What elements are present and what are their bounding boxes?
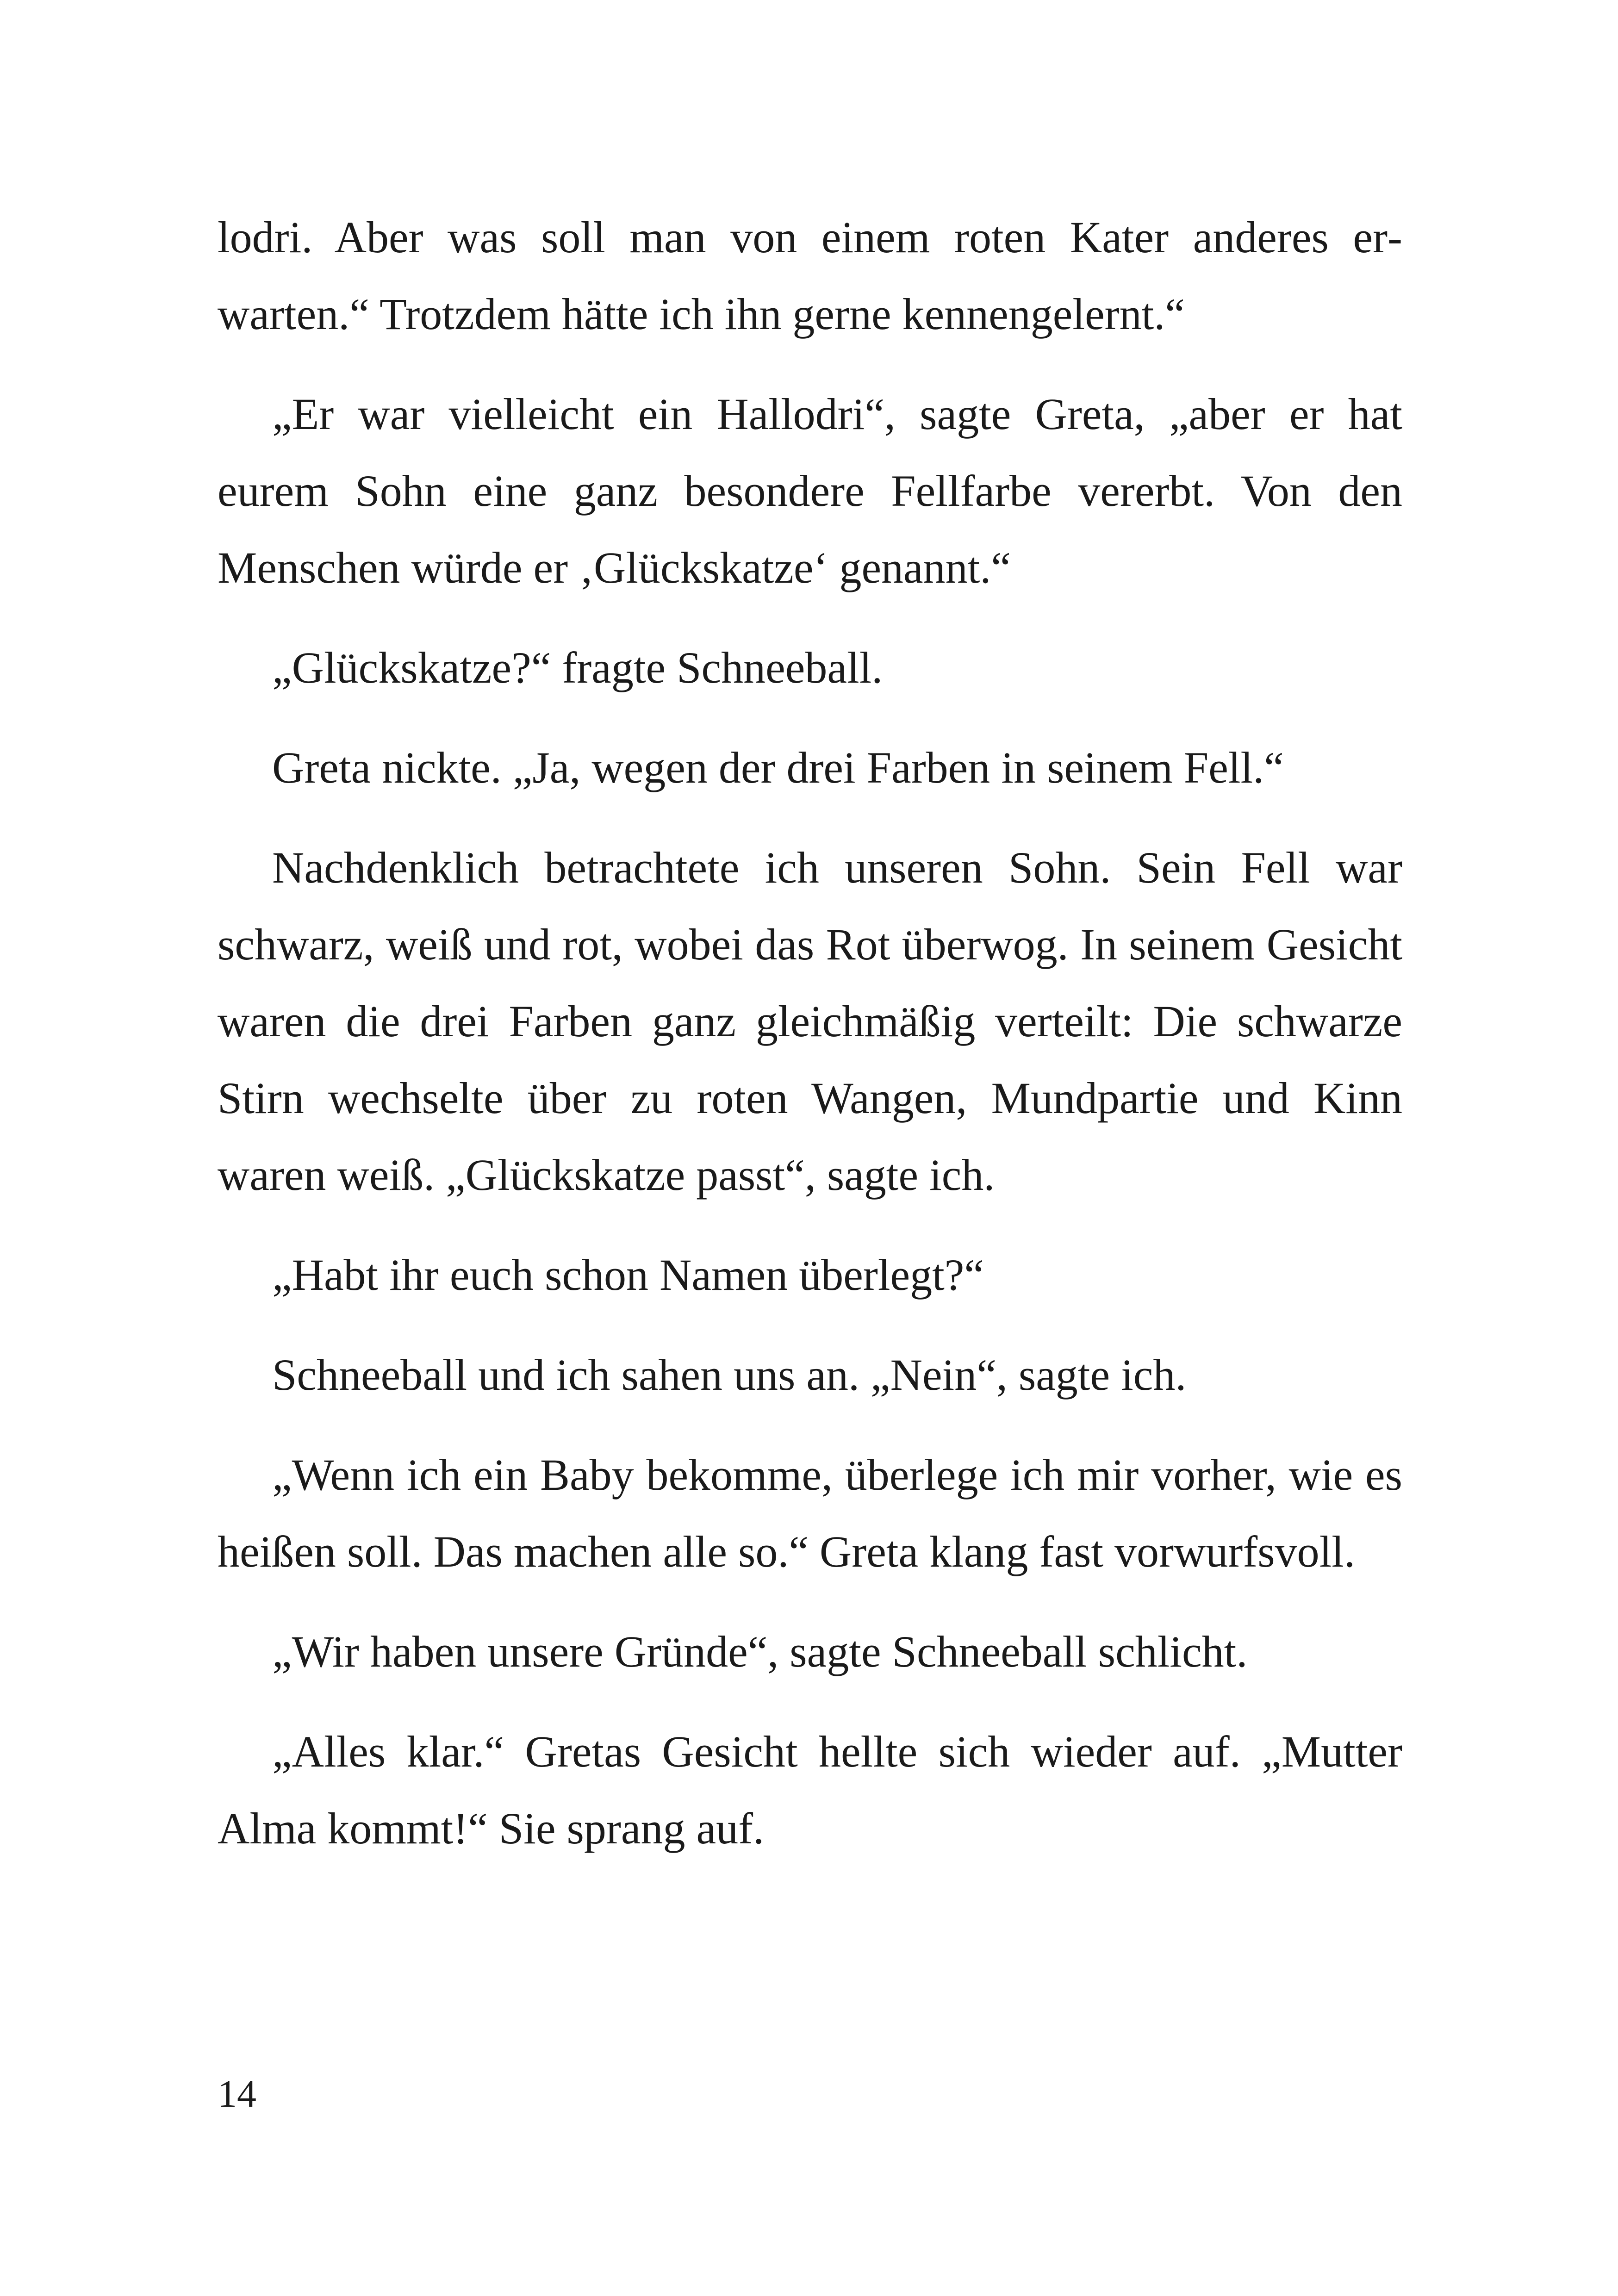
paragraph: Greta nickte. „Ja, wegen der drei Farben in seinem Fell.“ <box>272 743 1284 792</box>
page-body <box>218 199 1402 2097</box>
paragraph: „Glückskatze?“ fragte Schneeball. <box>272 643 883 692</box>
paragraph: „Alles klar.“ Gretas Gesicht hellte sich wieder auf. „Mutter Alma kommt!“ Sie sprang auf. <box>218 1727 1402 1853</box>
paragraph: „Habt ihr euch schon Namen überlegt?“ <box>272 1250 984 1300</box>
paragraph: „Wenn ich ein Baby bekomme, überlege ich mir vorher, wie es heißen soll. Das machen alle so.“ Greta klang fast vorwurfsvoll. <box>218 1450 1402 1576</box>
paragraph: lodri. Aber was soll man von einem roten Kater anderes erwarten.“ Trotzdem hätte ich ihn gerne kennengelernt.“ <box>218 212 1402 339</box>
paragraph: Schneeball und ich sahen uns an. „Nein“, sagte ich. <box>272 1350 1187 1400</box>
paragraph: „Er war vielleicht ein Hallodri“, sagte Greta, „aber er hat eurem Sohn eine ganz besondere Fellfarbe vererbt. Von den Menschen würde er ‚Glückskatze‘ genannt.“ <box>218 389 1402 592</box>
page-number: 14 <box>218 2072 256 2116</box>
paragraph: Nachdenklich betrachtete ich unseren Sohn. Sein Fell war schwarz, weiß und rot, wobei das Rot überwog. In seinem Gesicht waren die drei Farben ganz gleichmäßig verteilt: Die schwarze Stirn wechselte über zu roten Wangen, Mundpartie und Kinn waren weiß. „Glückskatze passt“, sagte ich. <box>218 843 1402 1200</box>
paragraph: „Wir haben unsere Gründe“, sagte Schneeball schlicht. <box>272 1627 1248 1676</box>
